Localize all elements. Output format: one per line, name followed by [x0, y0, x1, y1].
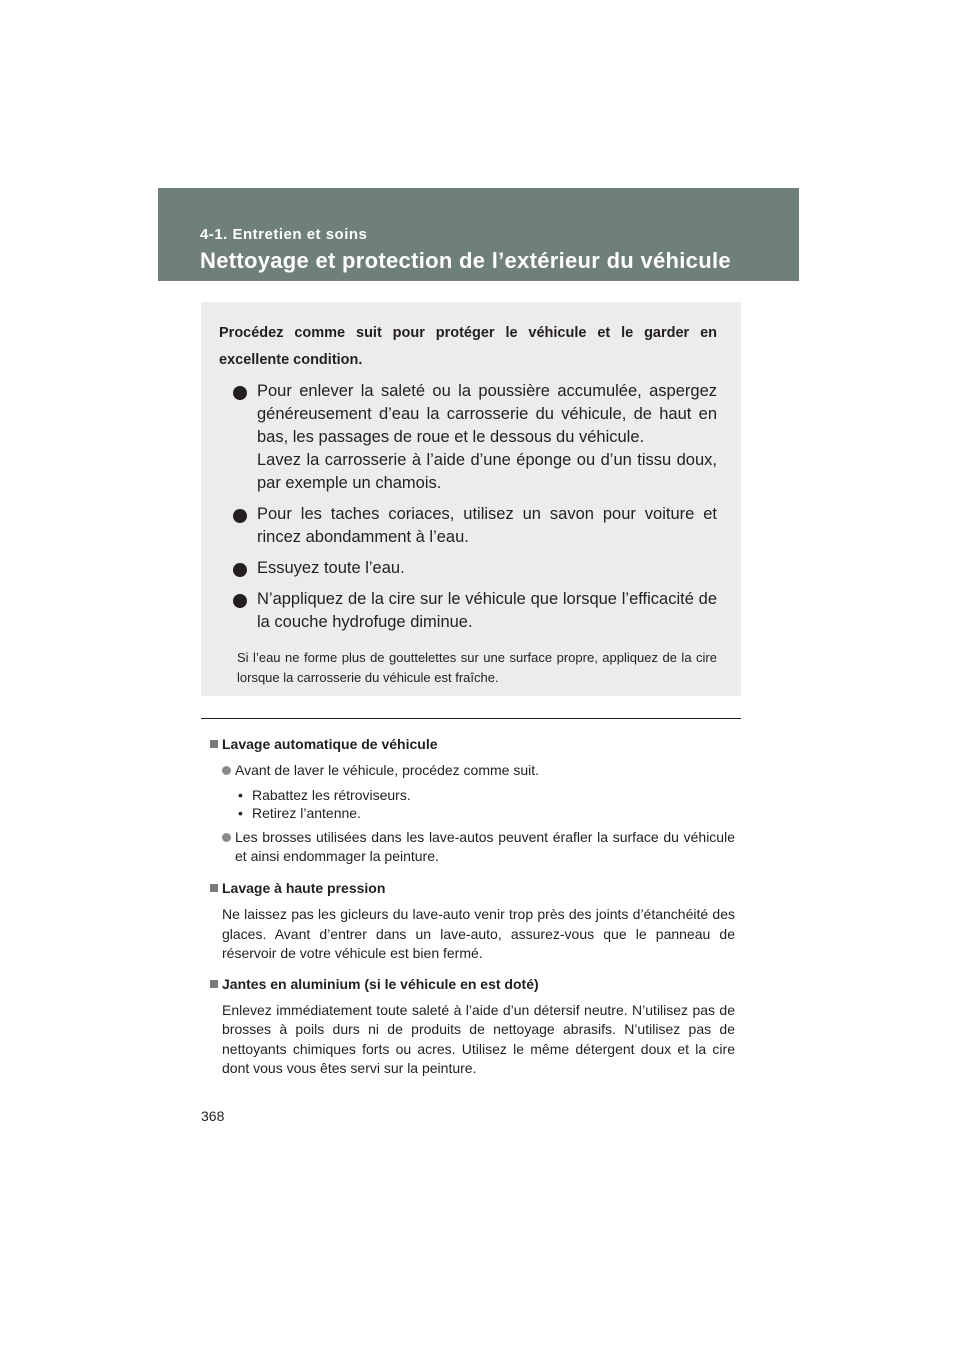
note-bullet-text: Avant de laver le véhicule, procédez comme suit. [235, 762, 540, 778]
bullet-text: N’appliquez de la cire sur le véhicule que lorsque l’efficacité de la couche hydrofuge diminue. [257, 590, 717, 631]
note-paragraph: Enlevez immédiatement toute saleté à l’aide d’un détersif neutre. N’utilisez pas de brosses à poils durs ni de produits de nettoyage abrasifs. N’utilisez pas de nettoyants chimiques forts ou acres. Utilisez le même détergent doux et la cire dont vous vous êtes servi sur la peinture. [222, 1001, 735, 1076]
square-bullet-icon [210, 740, 218, 748]
note-heading [210, 880, 735, 896]
note-heading [210, 736, 735, 752]
note-bullet [222, 828, 735, 866]
note-bullet [222, 761, 735, 780]
intro-bullet [219, 503, 717, 549]
list-item-text: Retirez l’antenne. [252, 805, 361, 821]
intro-bullet [219, 588, 717, 634]
square-bullet-icon [210, 884, 218, 892]
note-heading [210, 976, 735, 992]
note-heading-text: Lavage automatique de véhicule [222, 736, 438, 752]
mini-list [238, 786, 735, 822]
note-bullet-text: Les brosses utilisées dans les lave-autos peuvent érafler la surface du véhicule et ainsi endommager la peinture. [235, 829, 735, 864]
notes-section [210, 736, 735, 1088]
section-label: 4-1. Entretien et soins [200, 226, 368, 243]
bullet-dot-icon [222, 766, 231, 775]
bullet-dot-icon [222, 833, 231, 842]
bullet-text: Lavez la carrosserie à l’aide d’une éponge ou d’un tissu doux, par exemple un chamois. [257, 451, 717, 492]
bullet-dot-icon [233, 386, 247, 400]
intro-note: Si l’eau ne forme plus de gouttelettes sur une surface propre, appliquez de la cire lorsque la carrosserie du véhicule est fraîche. [237, 650, 717, 685]
bullet-text: Essuyez toute l’eau. [257, 559, 405, 577]
intro-bullet [219, 380, 717, 495]
note-heading-text: Lavage à haute pression [222, 880, 386, 896]
page-title: Nettoyage et protection de l’extérieur du véhicule [200, 248, 731, 273]
note-paragraph: Ne laissez pas les gicleurs du lave-auto venir trop près des joints d’étanchéité des glaces. Avant d’entrer dans un lave-auto, assurez-vous que le panneau de réservoir de votre véhicule est bien fermé. [222, 906, 735, 961]
list-item-text: Rabattez les rétroviseurs. [252, 787, 411, 803]
list-item [238, 804, 735, 822]
section-header [158, 188, 799, 281]
list-item [238, 786, 735, 804]
bullet-mark: • [238, 805, 243, 821]
note-heading-text: Jantes en aluminium (si le véhicule en est doté) [222, 975, 539, 992]
intro-lead: Procédez comme suit pour protéger le véhicule et le garder en excellente condition. [219, 325, 717, 368]
page-number: 368 [201, 1108, 225, 1124]
bullet-text: Pour les taches coriaces, utilisez un savon pour voiture et rincez abondamment à l’eau. [257, 505, 717, 546]
bullet-text: Pour enlever la saleté ou la poussière accumulée, aspergez généreusement d’eau la carrosserie du véhicule, de haut en bas, les passages de roue et le dessous du véhicule. [257, 382, 717, 446]
bullet-dot-icon [233, 509, 247, 523]
square-bullet-icon [210, 980, 218, 988]
divider [201, 718, 741, 719]
intro-bullet [219, 557, 717, 580]
intro-box [201, 302, 741, 696]
bullet-dot-icon [233, 594, 247, 608]
bullet-dot-icon [233, 563, 247, 577]
bullet-mark: • [238, 787, 243, 803]
